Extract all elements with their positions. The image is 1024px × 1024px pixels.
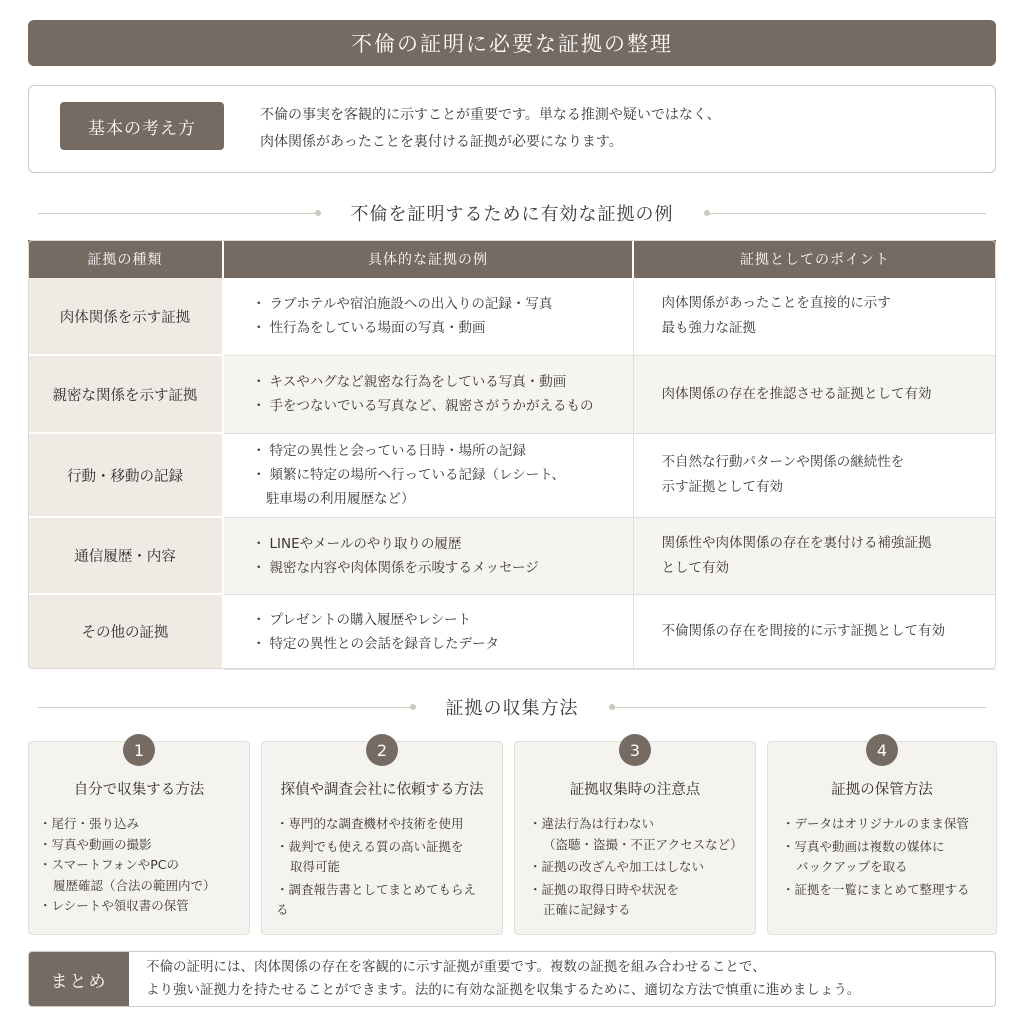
method-item: ・写真や動画は複数の媒体に bbox=[782, 838, 945, 854]
evidence-type-cell: 通信履歴・内容 bbox=[28, 517, 223, 594]
divider-line bbox=[704, 213, 987, 214]
methods-section-heading bbox=[38, 692, 986, 722]
method-list bbox=[529, 814, 741, 921]
evidence-section-title: 不倫を証明するために有効な証拠の例 bbox=[350, 204, 674, 225]
evidence-type-cell: その他の証拠 bbox=[28, 594, 223, 669]
divider-line bbox=[609, 707, 987, 708]
method-item: ・証拠の改ざんや加工はしない bbox=[529, 859, 705, 874]
method-item: ・調査報告書としてまとめてもらえる bbox=[276, 881, 477, 917]
method-card-storage bbox=[767, 741, 997, 935]
example-item: ・ LINEやメールのやり取りの履歴 bbox=[252, 535, 462, 552]
method-title: 探偵や調査会社に依頼する方法 bbox=[280, 782, 484, 798]
evidence-point-cell bbox=[633, 355, 996, 433]
method-item: ・裁判でも使える質の高い証拠を bbox=[276, 838, 464, 854]
method-number-badge: 2 bbox=[366, 734, 398, 766]
divider-line bbox=[38, 707, 416, 708]
evidence-type-cell: 行動・移動の記録 bbox=[28, 433, 223, 517]
point-line: 不自然な行動パターンや関係の継続性を bbox=[661, 454, 905, 470]
evidence-examples-cell bbox=[223, 433, 633, 517]
method-list bbox=[39, 814, 251, 917]
method-card-detective bbox=[261, 741, 503, 935]
method-item: ・証拠の取得日時や状況を bbox=[529, 881, 680, 897]
method-number-badge: 4 bbox=[866, 734, 898, 766]
evidence-type-cell: 親密な関係を示す証拠 bbox=[28, 355, 223, 433]
point-line: 肉体関係があったことを直接的に示す bbox=[661, 295, 891, 312]
example-item: ・ キスやハグなど親密な行為をしている写真・動画 bbox=[252, 374, 567, 390]
method-number-badge: 1 bbox=[123, 734, 155, 766]
method-item-continued: （盗聴・盗撮・不正アクセスなど） bbox=[543, 836, 743, 852]
example-item: ・ 特定の異性と会っている日時・場所の記録 bbox=[252, 443, 526, 459]
column-header-type: 証拠の種類 bbox=[28, 240, 223, 278]
point-line: 関係性や肉体関係の存在を裏付ける補強証拠 bbox=[661, 534, 932, 551]
example-item: ・ 特定の異性との会話を録音したデータ bbox=[252, 635, 499, 652]
evidence-table bbox=[28, 240, 996, 670]
basic-concept-text bbox=[260, 102, 980, 156]
evidence-examples-cell bbox=[223, 278, 633, 355]
table-row bbox=[28, 517, 996, 594]
basic-concept-box bbox=[28, 85, 996, 173]
point-line: 肉体関係の存在を推認させる証拠として有効 bbox=[661, 385, 932, 402]
table-row bbox=[28, 594, 996, 669]
method-title: 証拠の保管方法 bbox=[831, 782, 933, 798]
table-header-row bbox=[28, 240, 996, 278]
method-item: ・尾行・張り込み bbox=[39, 816, 140, 831]
evidence-point-cell bbox=[633, 594, 996, 669]
point-line: 不倫関係の存在を間接的に示す証拠として有効 bbox=[661, 623, 945, 639]
method-title: 自分で収集する方法 bbox=[73, 782, 205, 798]
method-item: ・データはオリジナルのまま保管 bbox=[782, 816, 969, 831]
evidence-section-heading bbox=[38, 198, 986, 228]
evidence-point-cell bbox=[633, 517, 996, 594]
basic-concept-line: 不倫の事実を客観的に示すことが重要です。単なる推測や疑いではなく、 bbox=[260, 107, 721, 123]
summary-line: より強い証拠力を持たせることができます。法的に有効な証拠を収集するために、適切な方法で慎重に進めましょう。 bbox=[146, 982, 861, 998]
method-title: 証拠収集時の注意点 bbox=[569, 782, 701, 798]
example-item: ・ 性行為をしている場面の写真・動画 bbox=[252, 320, 486, 337]
method-card-cautions bbox=[514, 741, 756, 935]
evidence-examples-cell bbox=[223, 355, 633, 433]
method-item-continued: 履歴確認（合法の範囲内で） bbox=[53, 877, 216, 893]
method-list bbox=[276, 814, 488, 921]
method-item-continued: バックアップを取る bbox=[796, 859, 908, 874]
table-row bbox=[28, 433, 996, 517]
evidence-point-cell bbox=[633, 433, 996, 517]
example-item-continued: 駐車場の利用履歴など） bbox=[266, 491, 415, 507]
table-row bbox=[28, 278, 996, 355]
page-title: 不倫の証明に必要な証拠の整理 bbox=[28, 20, 996, 66]
method-item: ・写真や動画の撮影 bbox=[39, 836, 152, 852]
basic-concept-line: 肉体関係があったことを裏付ける証拠が必要になります。 bbox=[260, 134, 623, 150]
table-row bbox=[28, 355, 996, 433]
point-line: 最も強力な証拠 bbox=[661, 320, 756, 337]
method-item-continued: 取得可能 bbox=[290, 859, 341, 874]
example-item: ・ 頻繁に特定の場所へ行っている記録（レシート、 bbox=[252, 467, 565, 483]
method-item: ・専門的な調査機材や技術を使用 bbox=[276, 816, 464, 831]
evidence-type-cell: 肉体関係を示す証拠 bbox=[28, 278, 223, 355]
example-item: ・ 親密な内容や肉体関係を示唆するメッセージ bbox=[252, 559, 539, 576]
evidence-point-cell bbox=[633, 278, 996, 355]
method-item-continued: 正確に記録する bbox=[543, 902, 631, 917]
evidence-examples-cell bbox=[223, 517, 633, 594]
summary-text bbox=[146, 956, 986, 1002]
summary-line: 不倫の証明には、肉体関係の存在を客観的に示す証拠が重要です。複数の証拠を組み合わせることで、 bbox=[146, 959, 766, 975]
point-line: として有効 bbox=[661, 559, 729, 576]
example-item: ・ ラブホテルや宿泊施設への出入りの記録・写真 bbox=[252, 296, 553, 313]
method-list bbox=[782, 814, 994, 900]
method-number-badge: 3 bbox=[619, 734, 651, 766]
evidence-examples-cell bbox=[223, 594, 633, 669]
summary-label: まとめ bbox=[29, 952, 129, 1006]
column-header-points: 証拠としてのポイント bbox=[633, 240, 996, 278]
summary-box bbox=[28, 951, 996, 1007]
basic-concept-label: 基本の考え方 bbox=[60, 102, 224, 150]
example-item: ・ プレゼントの購入履歴やレシート bbox=[252, 611, 472, 628]
methods-section-title: 証拠の収集方法 bbox=[445, 698, 579, 719]
method-item: ・レシートや領収書の保管 bbox=[39, 898, 189, 913]
point-line: 示す証拠として有効 bbox=[661, 479, 783, 495]
example-item: ・ 手をつないでいる写真など、親密さがうかがえるもの bbox=[252, 398, 594, 414]
method-card-self bbox=[28, 741, 250, 935]
column-header-examples: 具体的な証拠の例 bbox=[223, 240, 633, 278]
method-item: ・証拠を一覧にまとめて整理する bbox=[782, 881, 970, 897]
method-item: ・違法行為は行わない bbox=[529, 816, 655, 831]
method-item: ・スマートフォンやPCの bbox=[39, 857, 180, 872]
divider-line bbox=[38, 213, 321, 214]
